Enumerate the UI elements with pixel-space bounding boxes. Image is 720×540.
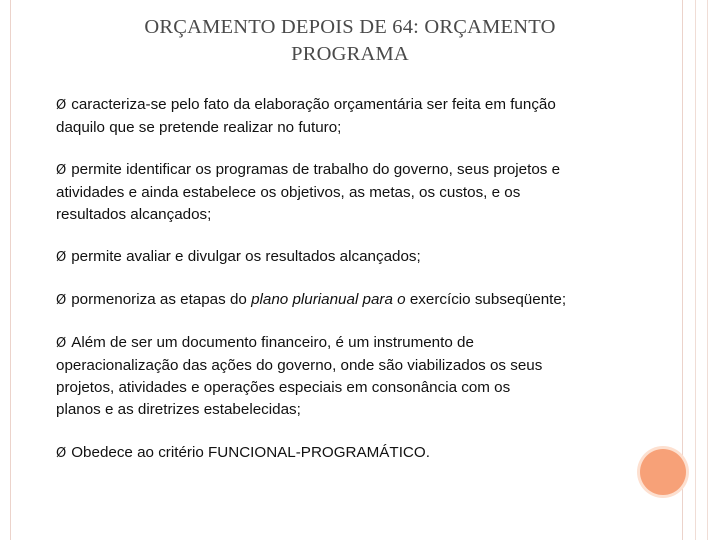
bullet-text-line: atividades e ainda estabelece os objetivos, as metas, os custos, e os [56, 184, 521, 201]
bullet-item [56, 289, 566, 312]
bullet-text-line: planos e as diretrizes estabelecidas; [56, 401, 301, 418]
bullet-text-line: resultados alcançados; [56, 206, 212, 223]
frame-line-right-2 [695, 0, 696, 540]
bullet-text-line: daquilo que se pretende realizar no futuro; [56, 119, 342, 136]
arrow-bullet-icon: Ø [56, 98, 67, 113]
bullet-text-italic: plano plurianual para o [251, 291, 406, 308]
decorative-circle [640, 449, 686, 495]
bullet-text-post: exercício subseqüente; [409, 291, 567, 308]
bullet-text-line: permite avaliar e divulgar os resultados alcançados; [71, 248, 421, 265]
bullet-item [56, 94, 556, 139]
bullet-item [56, 442, 430, 465]
arrow-bullet-icon: Ø [56, 293, 67, 308]
bullet-text-line: caracteriza-se pelo fato da elaboração orçamentária ser feita em função [71, 96, 556, 113]
arrow-bullet-icon: Ø [56, 446, 67, 461]
bullet-item [56, 332, 542, 421]
bullet-item [56, 246, 421, 269]
bullet-text-line: Obedece ao critério FUNCIONAL-PROGRAMÁTICO. [71, 444, 430, 461]
frame-line-right-3 [707, 0, 708, 540]
bullet-text-pre: pormenoriza as etapas do [71, 291, 247, 308]
bullet-text-line: operacionalização das ações do governo, onde são viabilizados os seus [56, 357, 543, 374]
bullet-text-line: permite identificar os programas de trabalho do governo, seus projetos e [71, 161, 561, 178]
bullet-text-line: projetos, atividades e operações especiais em consonância com os [56, 379, 511, 396]
slide-title [60, 14, 640, 68]
title-line-2: PROGRAMA [291, 43, 409, 65]
arrow-bullet-icon: Ø [56, 163, 67, 178]
title-line-1: ORÇAMENTO DEPOIS DE 64: ORÇAMENTO [144, 16, 556, 38]
arrow-bullet-icon: Ø [56, 336, 67, 351]
frame-line-left [10, 0, 11, 540]
bullet-text-line: Além de ser um documento financeiro, é um instrumento de [71, 334, 474, 351]
bullet-item [56, 159, 560, 226]
arrow-bullet-icon: Ø [56, 250, 67, 265]
